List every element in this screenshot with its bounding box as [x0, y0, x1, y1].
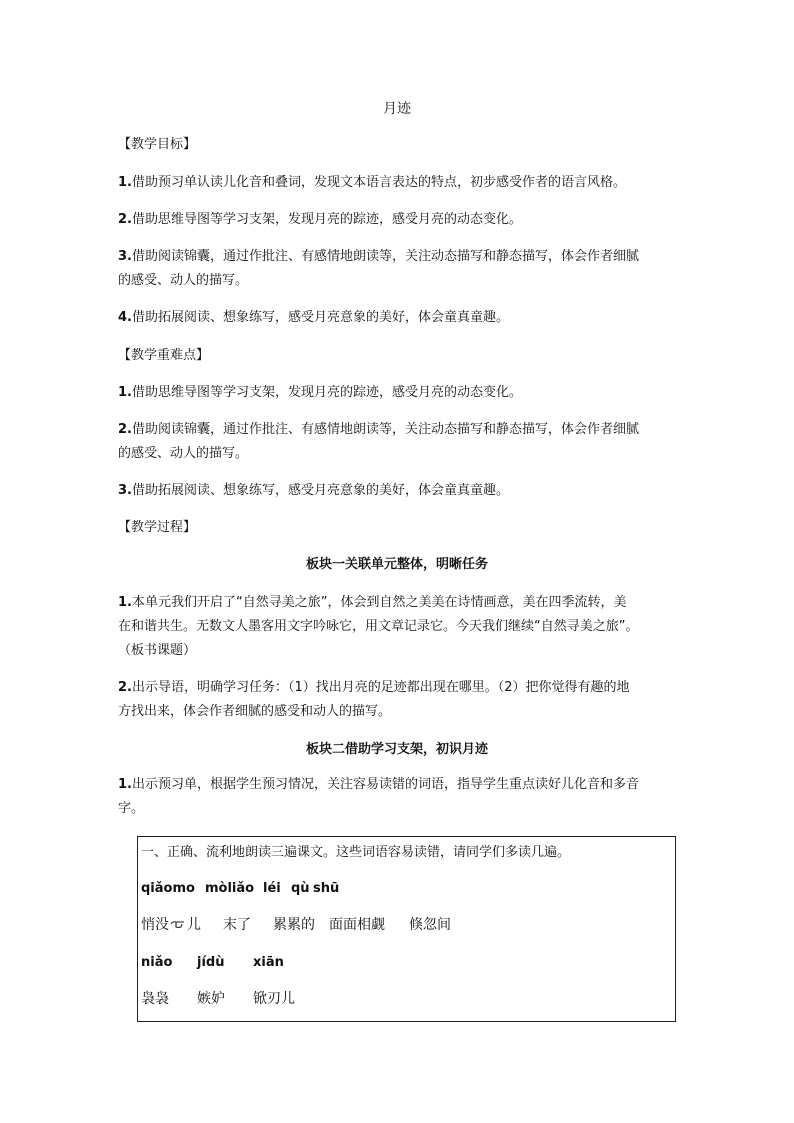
- block2-num-1: 1.: [118, 777, 132, 792]
- word-leilei: 累累的: [273, 917, 315, 933]
- key-point-3: [118, 479, 678, 503]
- pinyin-qu: qù: [291, 881, 310, 896]
- key-points-heading: 【教学重难点】: [118, 348, 210, 363]
- block1-title: 板块一关联单元整体，明晰任务: [305, 557, 488, 572]
- pinyin-shu: shū: [313, 881, 340, 896]
- key-num-2: 2.: [118, 422, 132, 437]
- goal-text-2: 借助思维导图等学习支架，发现月亮的踪迹，感受月亮的动态变化。: [131, 212, 522, 227]
- word-qiaomo-a: 悄没: [141, 917, 169, 933]
- key-text-2-cont: 的感受、动人的描写。: [118, 446, 249, 461]
- block1-item-1: [118, 591, 678, 663]
- key-num-1: 1.: [118, 385, 132, 400]
- block2-line-1: 出示预习单，根据学生预习情况，关注容易读错的词语，指导学生重点读好儿化音和多音: [131, 777, 639, 792]
- word-qiaomo-b: 儿: [187, 917, 201, 933]
- goal-item-2: [118, 208, 678, 232]
- goals-heading: 【教学目标】: [118, 137, 197, 152]
- goal-text-4: 借助拓展阅读、想象练写，感受月亮意象的美好，体会童真童趣。: [131, 310, 509, 325]
- word-mianmianxiangqu: 面面相觑: [329, 917, 385, 933]
- word-xianrener: 锨刃儿: [253, 991, 295, 1007]
- pinyin-jidu: jídù: [197, 955, 225, 970]
- key-point-2: [118, 418, 678, 466]
- block2-title: 板块二借助学习支架，初识月迹: [305, 742, 488, 757]
- box-intro: 一、正确、流利地朗读三遍课文。这些词语容易读错，请同学们多读几遍。: [141, 845, 571, 860]
- block2-line-2: 字。: [118, 801, 145, 816]
- process-heading: 【教学过程】: [118, 520, 197, 535]
- preview-sheet-box: [137, 836, 676, 1022]
- key-num-3: 3.: [118, 483, 132, 498]
- pinyin-moliao: mòliǎo: [205, 881, 255, 896]
- goal-text-3: 借助阅读锦囊，通过作批注、有感情地朗读等，关注动态描写和静态描写，体会作者细腻: [131, 249, 639, 264]
- goal-text-3-cont: 的感受、动人的描写。: [118, 273, 249, 288]
- pinyin-row-1: [141, 881, 339, 896]
- block1-line-2: 在和谐共生。无数文人墨客用文字吟咏它，用文章记录它。今天我们继续“自然寻美之旅”。: [118, 619, 639, 634]
- pinyin-niao: niǎo: [141, 955, 173, 970]
- block1-line-3: （板书课题）: [118, 643, 197, 658]
- goal-num-2: 2.: [118, 212, 132, 227]
- goal-num-3: 3.: [118, 249, 132, 264]
- goal-item-1: [118, 171, 678, 195]
- key-point-1: [118, 381, 678, 405]
- goal-num-1: 1.: [118, 175, 132, 190]
- goal-num-4: 4.: [118, 310, 132, 325]
- pinyin-lei: léi: [263, 881, 281, 896]
- word-niaoniao: 袅袅: [141, 991, 169, 1007]
- word-shuhujian: 倏忽间: [409, 917, 451, 933]
- document-title: 月迹: [383, 101, 411, 117]
- word-jidu: 嫉妒: [197, 991, 225, 1007]
- block1-line-5: 方找出来，体会作者细腻的感受和动人的描写。: [118, 704, 392, 719]
- pinyin-row-2: [141, 955, 284, 970]
- words-row-2: [141, 989, 295, 1009]
- goal-text-1: 借助预习单认读儿化音和叠词，发现文本语言表达的特点，初步感受作者的语言风格。: [131, 175, 626, 190]
- key-text-1: 借助思维导图等学习支架，发现月亮的踪迹，感受月亮的动态变化。: [131, 385, 522, 400]
- block1-line-4: 出示导语，明确学习任务：（1）找出月亮的足迹都出现在哪里。（2）把你觉得有趣的地: [131, 680, 630, 695]
- key-text-2: 借助阅读锦囊，通过作批注、有感情地朗读等，关注动态描写和静态描写，体会作者细腻: [131, 422, 639, 437]
- word-moliao: 末了: [223, 917, 251, 933]
- goal-item-4: [118, 306, 678, 330]
- pinyin-xian: xiān: [253, 955, 284, 970]
- pinyin-qiaomo: qiǎomo: [141, 881, 195, 896]
- goal-item-3: [118, 245, 678, 293]
- key-text-3: 借助拓展阅读、想象练写，感受月亮意象的美好，体会童真童趣。: [131, 483, 509, 498]
- hand-icon: [170, 915, 186, 935]
- block1-num-1: 1.: [118, 595, 132, 610]
- block1-line-1: 本单元我们开启了“自然寻美之旅”，体会到自然之美美在诗情画意，美在四季流转，美: [131, 595, 627, 610]
- block1-item-2: [118, 676, 678, 724]
- words-row-1: [141, 915, 451, 935]
- block1-num-2: 2.: [118, 680, 132, 695]
- block2-item-1: [118, 773, 678, 821]
